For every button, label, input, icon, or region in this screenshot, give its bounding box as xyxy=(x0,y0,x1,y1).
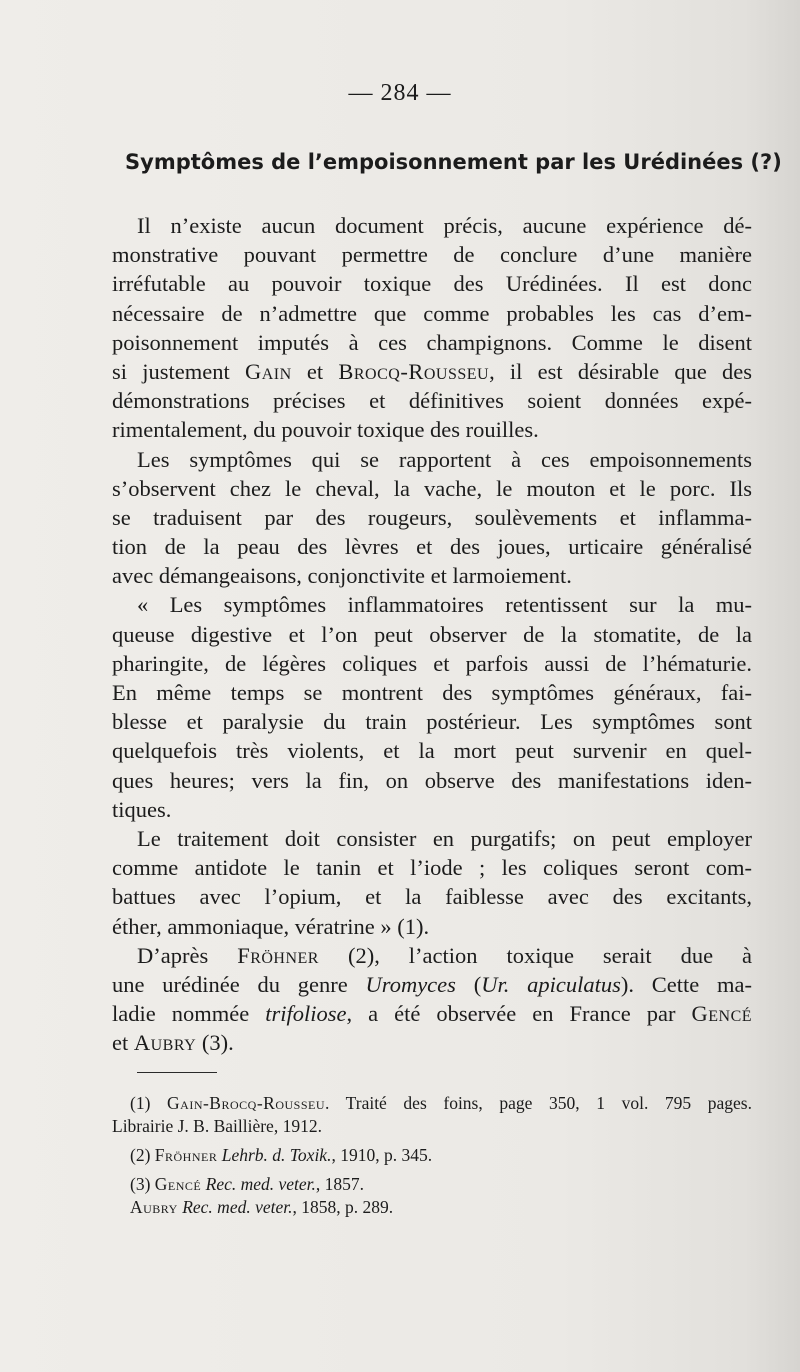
work-title: Rec. med. veter. xyxy=(205,1174,316,1194)
footnote-marker: (2) xyxy=(130,1145,151,1165)
body-line: rimentalement, du pouvoir toxique des rouilles. xyxy=(112,417,539,443)
body-line: ques heures; vers la fin, on observe des manifestations iden- xyxy=(112,767,752,793)
text-run: ( xyxy=(473,971,482,997)
body-line: poisonnement imputés à ces champignons. Comme le disent xyxy=(112,329,752,355)
body-line xyxy=(112,1028,752,1057)
body-line: Les symptômes qui se rapportent à ces empoisonnements xyxy=(137,446,752,472)
taxon-name: Ur. apiculatus xyxy=(481,971,621,997)
author-name: Gencé xyxy=(154,1174,202,1194)
body-line: démonstrations précises et définitives soient données expé- xyxy=(112,388,752,414)
body-line: éther, ammoniaque, vératrine » (1). xyxy=(112,913,430,939)
text-run: . Traité des foins, page 350, 1 vol. 795 pages. xyxy=(325,1093,752,1113)
body-line: blesse et paralysie du train postérieur. Les symptômes sont xyxy=(112,709,752,735)
footnote-divider xyxy=(137,1072,217,1073)
body-line: irréfutable au pouvoir toxique des Urédinées. Il est donc xyxy=(112,271,752,297)
text-run: , a été observée en France par xyxy=(346,1001,676,1027)
text-run: et xyxy=(306,358,324,384)
text-run: (3). xyxy=(201,1030,234,1056)
footnote-1 xyxy=(112,1092,752,1115)
disease-name: trifoliose xyxy=(265,1001,347,1027)
footnote-marker: (3) xyxy=(130,1174,151,1194)
body-line: Il n’existe aucun document précis, aucune expérience dé- xyxy=(137,213,752,238)
work-title: Lehrb. d. Toxik. xyxy=(221,1145,332,1165)
author-name: Aubry xyxy=(133,1030,197,1056)
body-line: Le traitement doit consister en purgatifs; on peut employer xyxy=(137,825,752,851)
body-line: avec démangeaisons, conjonctivite et larmoiement. xyxy=(112,563,572,589)
body-line: pharingite, de légères coliques et parfois aussi de l’hématurie. xyxy=(112,650,752,676)
body-line: En même temps se montrent des symptômes généraux, fai- xyxy=(112,680,752,705)
body-line xyxy=(112,999,752,1028)
body-text xyxy=(112,211,752,1057)
body-line: se traduisent par des rougeurs, soulèvements et inflamma- xyxy=(112,504,752,530)
text-run: (2), l’action toxique serait due à xyxy=(347,942,753,968)
footnote-1-continued: Librairie J. B. Baillière, 1912. xyxy=(112,1116,322,1136)
author-name: Aubry xyxy=(130,1197,178,1217)
footnotes xyxy=(112,1092,752,1219)
text-run: ladie nommée xyxy=(112,1001,250,1027)
footnote-marker: (1) xyxy=(130,1093,151,1113)
author-name: Fröhner xyxy=(154,1145,218,1165)
footnote-3b xyxy=(112,1196,752,1219)
body-line: comme antidote le tanin et l’iode ; les coliques seront com- xyxy=(112,855,752,881)
page-number: — 284 — xyxy=(348,80,452,106)
text-run: , 1857. xyxy=(315,1174,365,1194)
body-line: « Les symptômes inflammatoires retentissent sur la mu- xyxy=(137,592,752,618)
body-line: quelquefois très violents, et la mort peut survenir en quel- xyxy=(112,738,752,764)
work-title: Rec. med. veter. xyxy=(182,1197,293,1217)
author-name: Brocq-Rousseu xyxy=(338,358,490,384)
taxon-name: Uromyces xyxy=(365,971,456,997)
text-run: si justement xyxy=(112,358,230,384)
text-run: , 1910, p. 345. xyxy=(331,1145,433,1165)
body-line: tiques. xyxy=(112,796,172,822)
body-line: s’observent chez le cheval, la vache, le mouton et le porc. Ils xyxy=(112,475,752,501)
body-line xyxy=(112,941,752,970)
author-name: Gain-Brocq-Rousseu xyxy=(167,1093,325,1113)
text-run: , 1858, p. 289. xyxy=(292,1197,394,1217)
body-line: tion de la peau des lèvres et des joues, urticaire généralisé xyxy=(112,534,752,560)
body-line xyxy=(112,970,752,999)
text-run: ). Cette ma- xyxy=(620,971,753,997)
body-line: queuse digestive et l’on peut observer de la stomatite, de la xyxy=(112,621,752,647)
text-run: et xyxy=(112,1030,129,1056)
footnote-2 xyxy=(112,1144,752,1167)
body-line: monstrative pouvant permettre de conclure d’une manière xyxy=(112,242,752,268)
text-run: , il est désirable que des xyxy=(489,358,753,384)
author-name: Gencé xyxy=(691,1001,753,1027)
body-line: battues avec l’opium, et la faiblesse avec des excitants, xyxy=(112,884,752,910)
body-line xyxy=(112,357,752,386)
author-name: Gain xyxy=(244,358,292,384)
body-line: nécessaire de n’admettre que comme probables les cas d’em- xyxy=(112,300,752,326)
text-run: une urédinée du genre xyxy=(112,971,348,997)
footnote-3 xyxy=(112,1173,752,1196)
text-run: D’après xyxy=(137,942,209,968)
author-name: Fröhner xyxy=(237,942,319,968)
section-heading: Symptômes de l’empoisonnement par les Urédinées (?) xyxy=(125,150,782,174)
